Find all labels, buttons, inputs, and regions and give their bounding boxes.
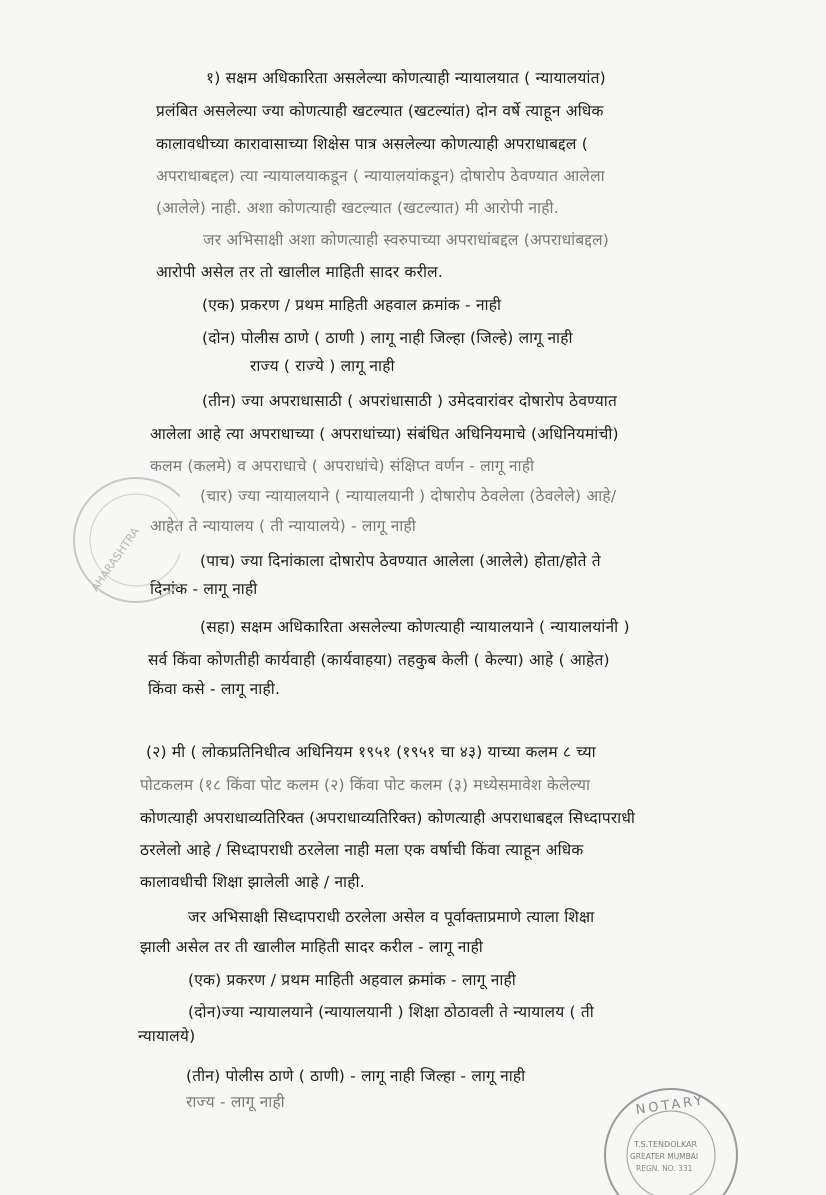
section1-line-4: अपराधाबद्दल) त्या न्यायालयाकडून ( न्यायालयांकडून) दोषारोप ठेवण्यात आलेला: [156, 167, 605, 185]
section1-line-1: १) सक्षम अधिकारिता असलेल्या कोणत्याही न्यायालयात ( न्यायालयांत): [206, 69, 606, 87]
section1-item-teen-line-3: कलम (कलमे) व अपराधाचे ( अपराधांचे) संक्षिप्त वर्णन - लागू नाही: [150, 457, 535, 475]
left-seal-stamp: [60, 470, 180, 610]
section2-item-rajya: राज्य - लागू नाही: [186, 1093, 285, 1111]
section2-item-ek: (एक) प्रकरण / प्रथम माहिती अहवाल क्रमांक - लागू नाही: [188, 971, 516, 989]
section2-line-3: कोणत्याही अपराधाव्यतिरिक्त (अपराधाव्यतिरिक्त) कोणत्याही अपराधाबद्दल सिध्दापराधी: [140, 809, 636, 827]
section1-line-2: प्रलंबित असलेल्या ज्या कोणत्याही खटल्यात (खटल्यांत) दोन वर्षे त्याहून अधिक: [156, 102, 604, 120]
section1-line-3: कालावधीच्या कारावासाच्या शिक्षेस पात्र असलेल्या कोणत्याही अपराधाबद्दल (: [156, 135, 588, 153]
left-seal-text: AHARASHTRA: [88, 525, 143, 594]
notary-stamp-place: GREATER MUMBAI: [630, 1152, 699, 1161]
section2-item-don: (दोन)ज्या न्यायालयाने (न्यायालयानी ) शिक्षा ठोठावली ते न्यायालय ( ती: [188, 1003, 594, 1021]
section1-line-6: जर अभिसाक्षी अशा कोणत्याही स्वरुपाच्या अपराधांबद्दल (अपराधांबद्दल): [203, 231, 610, 249]
section1-item-saha-line-2: सर्व किंवा कोणतीही कार्यवाही (कार्यवाहया) तहकुब केली ( केल्या) आहे ( आहेत): [148, 651, 610, 669]
notary-stamp-reg: REGN. NO. 331: [636, 1164, 693, 1173]
section1-line-7: आरोपी असेल तर तो खालील माहिती सादर करील.: [156, 263, 444, 281]
section1-item-ek: (एक) प्रकरण / प्रथम माहिती अहवाल क्रमांक - नाही: [202, 296, 502, 314]
section1-item-saha-line-3: किंवा कसे - लागू नाही.: [148, 680, 281, 698]
section2-line-1: (२) मी ( लोकप्रतिनिधीत्व अधिनियम १९५१ (१९५१ चा ४३) याच्या कलम ८ च्या: [146, 743, 596, 761]
notary-stamp: [596, 1085, 746, 1195]
section2-line-5: कालावधीची शिक्षा झालेली आहे / नाही.: [140, 873, 365, 891]
section1-item-saha: (सहा) सक्षम अधिकारिता असलेल्या कोणत्याही न्यायालयाने ( न्यायालयांनी ): [200, 618, 630, 636]
notary-stamp-title: NOTARY: [634, 1093, 707, 1118]
section2-line-4: ठरलेलो आहे / सिध्दापराधी ठरलेला नाही मला एक वर्षाची किंवा त्याहून अधिक: [140, 841, 584, 859]
section2-line-7: झाली असेल तर ती खालील माहिती सादर करील - लागू नाही: [140, 938, 484, 956]
section1-item-don-rajya: राज्य ( राज्ये ) लागू नाही: [250, 357, 395, 375]
section2-item-don-line-2: न्यायालये): [138, 1027, 196, 1045]
section1-item-pach-line-2: दिनांक - लागू नाही: [150, 580, 258, 598]
section1-item-pach: (पाच) ज्या दिनांकाला दोषारोप ठेवण्यात आलेला (आलेले) होता/होते ते: [200, 552, 601, 570]
section1-line-5: (आलेले) नाही. अशा कोणत्याही खटल्यात (खटल्यात) मी आरोपी नाही.: [156, 199, 559, 217]
section1-item-teen-line-2: आलेला आहे त्या अपराधाच्या ( अपराधांच्या) संबंधित अधिनियमाचे (अधिनियमांची): [150, 425, 619, 443]
section1-item-char-line-2: आहेत ते न्यायालय ( ती न्यायालये) - लागू नाही: [150, 517, 416, 535]
section1-item-teen: (तीन) ज्या अपराधासाठी ( अपरांधासाठी ) उमेदवारांवर दोषारोप ठेवण्यात: [202, 392, 617, 410]
notary-stamp-name: T.S.TENDOLKAR: [634, 1140, 698, 1149]
section1-item-char: (चार) ज्या न्यायालयाने ( न्यायालयानी ) दोषारोप ठेवलेला (ठेवलेले) आहे/: [200, 487, 617, 505]
section2-line-2: पोटकलम (१८ किंवा पोट कलम (२) किंवा पोट कलम (३) मध्येसमावेश केलेल्या: [140, 776, 591, 794]
section1-item-don: (दोन) पोलीस ठाणे ( ठाणी ) लागू नाही जिल्हा (जिल्हे) लागू नाही: [202, 329, 573, 347]
section2-item-teen: (तीन) पोलीस ठाणे ( ठाणी) - लागू नाही जिल्हा - लागू नाही: [186, 1067, 526, 1085]
section2-line-6: जर अभिसाक्षी सिध्दापराधी ठरलेला असेल व पूर्वाक्ताप्रमाणे त्याला शिक्षा: [188, 908, 595, 926]
